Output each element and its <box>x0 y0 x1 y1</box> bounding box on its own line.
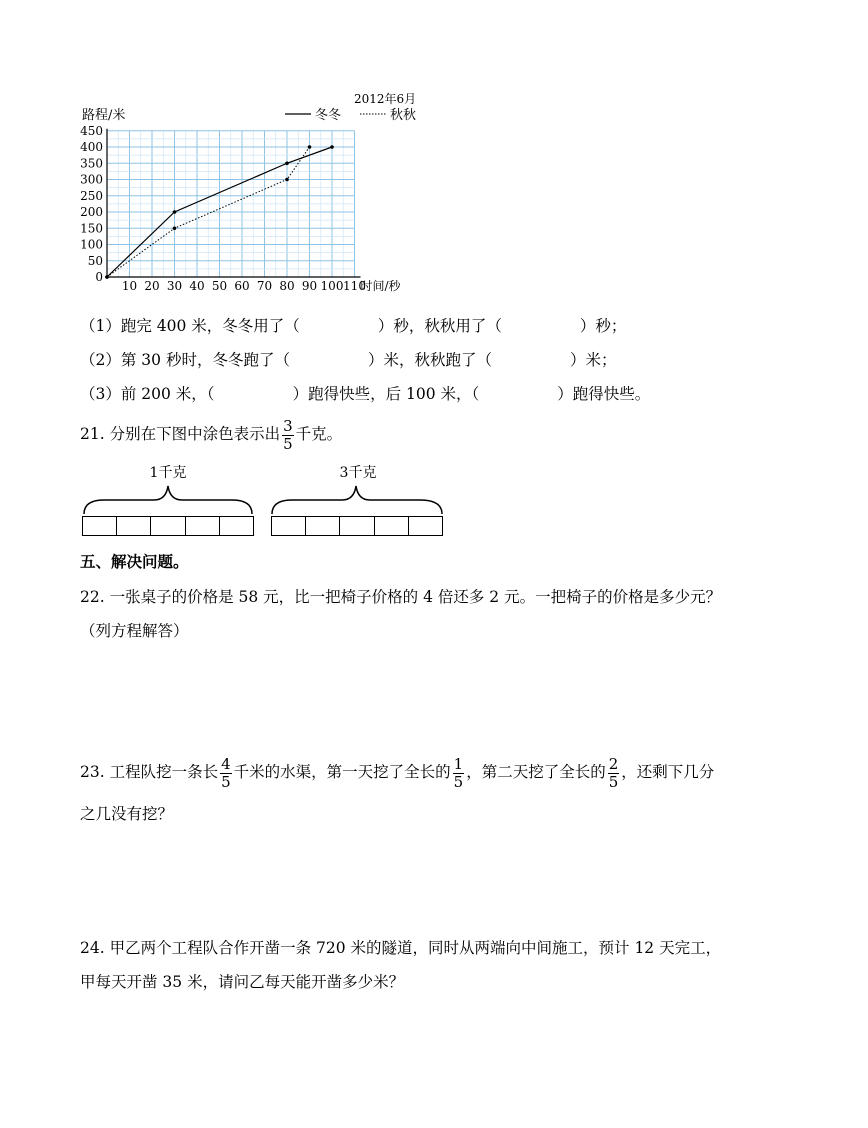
q20-1-part-b: ）秒，秋秋用了（ <box>377 317 502 335</box>
x-tick-label: 100 <box>320 279 344 293</box>
q20-line-2 <box>80 350 616 370</box>
q22-line-2: （列方程解答） <box>80 622 189 640</box>
bar-cell[interactable] <box>220 517 253 535</box>
legend-label: 冬冬 <box>315 108 342 123</box>
q20-2-part-c: ）米； <box>569 351 617 369</box>
data-point <box>173 226 177 230</box>
y-axis-label: 路程/米 <box>82 108 126 123</box>
q20-line-1 <box>80 316 626 336</box>
data-point <box>173 210 177 214</box>
x-tick-label: 20 <box>144 279 160 293</box>
x-tick-label: 110 <box>343 279 366 293</box>
distance-time-chart <box>0 0 868 300</box>
bar-cell[interactable] <box>186 517 220 535</box>
x-tick-label: 80 <box>279 279 295 293</box>
fraction: $\frac{1}{5}$ <box>453 754 464 791</box>
y-tick-label: 400 <box>80 140 103 154</box>
y-tick-label: 150 <box>80 221 103 236</box>
braces <box>0 480 868 520</box>
shading-bar-1kg <box>82 516 254 536</box>
x-tick-label: 40 <box>189 279 205 293</box>
data-point <box>308 145 312 149</box>
chart-date: 2012年6月 <box>354 92 417 106</box>
q23-line-1: 23. 工程队挖一条长 $\frac{4}{5}$ 千米的水渠，第一天挖了全长的 $\frac{1}{5}$ ，第二天挖了全长的 $\frac{2}{5}$ ，还剩下几分 <box>80 754 715 791</box>
data-point <box>105 275 109 279</box>
brace-left <box>84 486 252 514</box>
fraction: $\frac{3}{5}$ <box>283 416 293 453</box>
q20-3-part-b: ）跑得快些，后 100 米，（ <box>292 385 480 403</box>
x-tick-label: 50 <box>211 279 228 293</box>
q20-line-3 <box>80 384 650 404</box>
brace-right <box>272 486 442 514</box>
y-tick-label: 100 <box>80 237 103 252</box>
q24-line-1: 24. 甲乙两个工程队合作开凿一条 720 米的隧道，同时从两端向中间施工，预计 12 天完工， <box>80 939 722 957</box>
q23-line-2: 之几没有挖？ <box>80 805 174 823</box>
bar-cell[interactable] <box>151 517 185 535</box>
bar-cell[interactable] <box>306 517 340 535</box>
q20-2-part-b: ）米，秋秋跑了（ <box>367 351 492 369</box>
q20-3-part-c: ）跑得快些。 <box>557 385 651 403</box>
x-tick-label: 10 <box>121 279 138 293</box>
q21-text-b: 千克。 <box>295 425 343 443</box>
q22-line-1: 22. 一张桌子的价格是 58 元，比一把椅子价格的 4 倍还多 2 元。一把椅子的价格是多少元？ <box>80 588 722 606</box>
x-tick-label: 90 <box>301 279 318 293</box>
y-tick-label: 250 <box>80 188 103 203</box>
q20-3-part-a: （3）前 200 米，（ <box>80 385 215 403</box>
x-axis-label: 时间/秒 <box>360 279 401 293</box>
y-tick-label: 50 <box>87 253 103 268</box>
data-point <box>285 161 289 165</box>
legend-label: 秋秋 <box>390 108 417 123</box>
y-tick-label: 0 <box>95 270 103 284</box>
x-tick-label: 70 <box>256 279 273 293</box>
label-3kg: 3千克 <box>339 465 377 481</box>
section-title: 五、解决问题。 <box>80 552 189 571</box>
q20-2-part-a: （2）第 30 秒时，冬冬跑了（ <box>80 351 290 369</box>
chart-tick-labels <box>80 124 366 293</box>
label-1kg: 1千克 <box>149 465 187 481</box>
bar-cell[interactable] <box>117 517 151 535</box>
chart-labels <box>82 91 416 293</box>
fraction: $\frac{4}{5}$ <box>221 754 231 791</box>
bar-cell[interactable] <box>340 517 374 535</box>
x-tick-label: 30 <box>166 279 183 293</box>
y-tick-label: 200 <box>80 205 103 219</box>
data-point <box>285 178 289 182</box>
fraction: $\frac{2}{5}$ <box>608 754 619 791</box>
q24-line-2: 甲每天开凿 35 米，请问乙每天能开凿多少米？ <box>80 973 405 991</box>
bar-cell[interactable] <box>83 517 117 535</box>
bar-cell[interactable] <box>375 517 409 535</box>
y-tick-label: 300 <box>80 172 103 187</box>
q20-1-part-c: ）秒； <box>579 317 627 335</box>
q20-1-part-a: （1）跑完 400 米，冬冬用了（ <box>80 317 300 335</box>
y-tick-label: 450 <box>80 123 103 138</box>
q21-question <box>80 416 342 453</box>
shading-bar-3kg <box>271 516 443 536</box>
bar-cell[interactable] <box>409 517 442 535</box>
data-point <box>330 145 334 149</box>
q21-text-a: 21. 分别在下图中涂色表示出 <box>80 425 281 443</box>
y-tick-label: 350 <box>80 156 103 171</box>
bar-cell[interactable] <box>272 517 306 535</box>
x-tick-label: 60 <box>234 279 250 293</box>
